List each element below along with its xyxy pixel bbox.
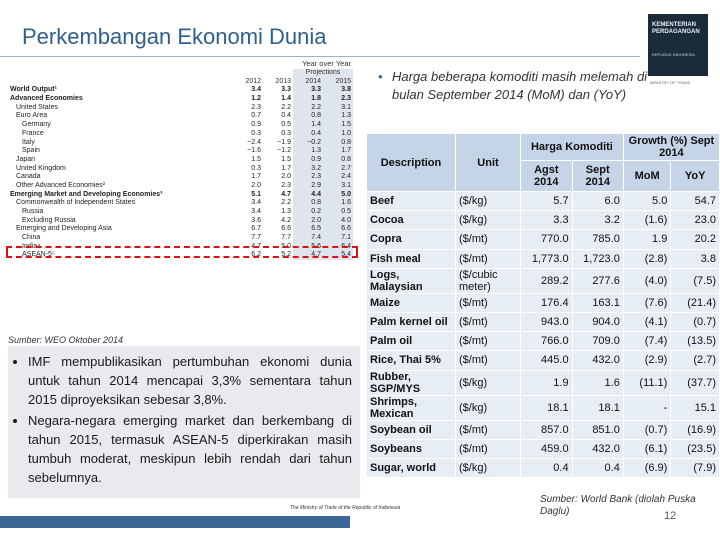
- commodity-row: [367, 351, 720, 370]
- weo-cell: 6.7: [251, 225, 261, 233]
- weo-cell: 2.9: [293, 182, 323, 191]
- weo-cell: 6.5: [293, 225, 323, 234]
- weo-cell: 1.4: [281, 95, 291, 103]
- weo-cell: 4.0: [323, 216, 353, 225]
- weo-cell: −1.2: [277, 147, 291, 155]
- commodity-cell-m: (7.4): [623, 332, 671, 351]
- weo-cell: 3.4: [251, 208, 261, 216]
- commodity-cell-y: (23.5): [671, 439, 720, 458]
- weo-row-label: Germany: [22, 121, 51, 129]
- weo-cell: 2.7: [323, 164, 353, 173]
- weo-row: [8, 103, 353, 112]
- commodity-row: [367, 395, 720, 420]
- commodity-cell-y: (13.5): [671, 332, 720, 351]
- weo-row-label: Other Advanced Economies²: [16, 181, 106, 189]
- commodity-cell-s: 432.0: [572, 439, 623, 458]
- weo-cell: 2.4: [323, 173, 353, 182]
- weo-row: [8, 173, 353, 182]
- commodity-cell-s: 1,723.0: [572, 249, 623, 268]
- commodity-cell-d: Soybeans: [367, 439, 456, 458]
- weo-row-label: Russia: [22, 208, 44, 216]
- weo-row-label: Emerging Market and Developing Economies³: [10, 190, 163, 198]
- weo-cell: 1.6: [323, 199, 353, 208]
- weo-cell: 0.3: [281, 129, 291, 137]
- weo-cell: 7.7: [251, 234, 261, 242]
- weo-cell: 3.3: [281, 86, 291, 94]
- commodity-cell-u: ($/kg): [456, 211, 521, 230]
- weo-header-yoy: Year over Year: [302, 60, 351, 69]
- weo-row-label: Emerging and Developing Asia: [16, 225, 112, 233]
- weo-cell: 0.3: [251, 129, 261, 137]
- commodity-cell-a: 445.0: [521, 351, 573, 370]
- weo-header-projections: Projections: [293, 69, 353, 78]
- logo-caption: MINISTRY OF TRADE: [650, 80, 691, 85]
- weo-cell: 4.2: [281, 216, 291, 224]
- commodity-row: [367, 458, 720, 477]
- weo-table-panel: [8, 60, 353, 330]
- commodity-cell-d: Palm oil: [367, 332, 456, 351]
- commodity-cell-s: 1.6: [572, 370, 623, 395]
- weo-cell: 0.5: [323, 208, 353, 217]
- commodity-row: [367, 211, 720, 230]
- weo-row-label: Italy: [22, 138, 35, 146]
- weo-cell: 1.3: [293, 147, 323, 156]
- commodity-cell-a: 1.9: [521, 370, 573, 395]
- weo-cell: 0.8: [323, 156, 353, 165]
- commodity-cell-u: ($/kg): [456, 192, 521, 211]
- weo-row: [8, 234, 353, 243]
- commodity-cell-d: Palm kernel oil: [367, 312, 456, 331]
- commodity-cell-m: 5.0: [623, 192, 671, 211]
- commodity-cell-d: Fish meal: [367, 249, 456, 268]
- bullet-box: [8, 346, 360, 498]
- commodity-cell-y: (0.7): [671, 312, 720, 331]
- weo-cell: 0.4: [281, 112, 291, 120]
- weo-row: [8, 216, 353, 225]
- weo-cell: 0.8: [293, 199, 323, 208]
- col-yoy: YoY: [671, 161, 720, 192]
- commodity-row: [367, 230, 720, 249]
- commodity-table: [366, 133, 720, 478]
- weo-row: [8, 86, 353, 95]
- weo-cell: 0.8: [293, 112, 323, 121]
- ministry-footer: The Ministry of Trade of the Republic of Indonesia: [290, 505, 401, 511]
- weo-cell: 2.0: [293, 216, 323, 225]
- commodity-cell-d: Cocoa: [367, 211, 456, 230]
- weo-row: [8, 164, 353, 173]
- weo-header-spacer: [233, 69, 293, 78]
- weo-cell: 1.7: [251, 173, 261, 181]
- weo-cell: 7.4: [293, 234, 323, 243]
- commodity-cell-d: Shrimps, Mexican: [367, 395, 456, 420]
- commodity-cell-u: ($/cubic meter): [456, 268, 521, 293]
- commodity-cell-m: (11.1): [623, 370, 671, 395]
- weo-cell: 2.3: [323, 95, 353, 104]
- commodity-row: [367, 332, 720, 351]
- commodity-cell-y: 3.8: [671, 249, 720, 268]
- commodity-cell-y: 23.0: [671, 211, 720, 230]
- weo-cell: 1.4: [293, 121, 323, 130]
- commodity-cell-s: 3.2: [572, 211, 623, 230]
- commodity-cell-y: (2.7): [671, 351, 720, 370]
- col-growth: Growth (%) Sept 2014: [623, 134, 719, 161]
- weo-cell: 5.4: [323, 251, 353, 260]
- commodity-cell-a: 176.4: [521, 293, 573, 312]
- weo-row-label: United States: [16, 103, 59, 111]
- commodity-cell-s: 432.0: [572, 351, 623, 370]
- weo-cell: 1.2: [251, 95, 261, 103]
- weo-row: [8, 156, 353, 165]
- commodity-cell-a: 289.2: [521, 268, 573, 293]
- weo-cell: 1.5: [323, 121, 353, 130]
- weo-cell: 0.7: [251, 112, 261, 120]
- commodity-cell-s: 851.0: [572, 420, 623, 439]
- weo-cell: 5.1: [251, 190, 261, 198]
- page-number: 12: [664, 510, 677, 522]
- commodity-cell-u: ($/kg): [456, 395, 521, 420]
- commodity-cell-u: ($/mt): [456, 351, 521, 370]
- logo-line1: KEMENTERIAN: [652, 22, 697, 28]
- weo-cell: 0.4: [293, 130, 323, 139]
- commodity-cell-m: 1.9: [623, 230, 671, 249]
- weo-cell: 1.7: [323, 147, 353, 156]
- weo-cell: 0.5: [281, 121, 291, 129]
- weo-cell: 2.0: [251, 181, 261, 189]
- commodity-cell-y: 54.7: [671, 192, 720, 211]
- weo-cell: 1.3: [281, 208, 291, 216]
- weo-cell: 7.1: [323, 234, 353, 243]
- page-title: Perkembangan Ekonomi Dunia: [22, 24, 327, 49]
- weo-cell: 2.3: [293, 173, 323, 182]
- weo-cell: 5.0: [323, 190, 353, 199]
- commodity-cell-s: 709.0: [572, 332, 623, 351]
- weo-table: [8, 60, 353, 260]
- weo-cell: 0.8: [323, 138, 353, 147]
- weo-cell: 3.3: [293, 86, 323, 95]
- weo-cell: −1.9: [277, 138, 291, 146]
- weo-row: [8, 208, 353, 217]
- col-description: Description: [367, 134, 456, 192]
- logo-line3: REPUBLIK INDONESIA: [652, 52, 695, 57]
- commodity-row: [367, 268, 720, 293]
- weo-cell: 6.6: [323, 225, 353, 234]
- commodity-cell-y: (7.5): [671, 268, 720, 293]
- commodity-cell-u: ($/mt): [456, 249, 521, 268]
- weo-cell: 1.5: [281, 155, 291, 163]
- weo-col-year: 2015: [323, 77, 353, 86]
- col-mom: MoM: [623, 161, 671, 192]
- weo-cell: 0.3: [251, 164, 261, 172]
- weo-row: [8, 147, 353, 156]
- weo-cell: 1.3: [323, 112, 353, 121]
- commodity-cell-u: ($/kg): [456, 458, 521, 477]
- weo-row-label: Excluding Russia: [22, 216, 76, 224]
- weo-col-year: 2012: [245, 77, 261, 85]
- weo-cell: 6.6: [281, 225, 291, 233]
- commodity-cell-u: ($/kg): [456, 370, 521, 395]
- weo-row-label: Japan: [16, 155, 36, 163]
- weo-cell: 6.2: [251, 251, 261, 259]
- weo-cell: 3.1: [323, 103, 353, 112]
- commodity-cell-a: 857.0: [521, 420, 573, 439]
- commodity-cell-u: ($/mt): [456, 293, 521, 312]
- weo-row-label: Advanced Economies: [10, 95, 83, 103]
- commodity-cell-d: Logs, Malaysian: [367, 268, 456, 293]
- weo-cell: 1.8: [293, 95, 323, 104]
- commodity-row: [367, 293, 720, 312]
- commodity-cell-s: 163.1: [572, 293, 623, 312]
- commodity-note-text: Harga beberapa komoditi masih melemah di bulan September 2014 (MoM) dan (YoY): [392, 69, 648, 102]
- commodity-cell-m: (2.8): [623, 249, 671, 268]
- weo-col-year: 2013: [275, 77, 291, 85]
- weo-cell: 1.7: [281, 164, 291, 172]
- weo-cell: 2.3: [251, 103, 261, 111]
- col-agst: Agst 2014: [521, 161, 573, 192]
- commodity-cell-u: ($/mt): [456, 312, 521, 331]
- weo-cell: 2.3: [281, 181, 291, 189]
- commodity-note: [378, 68, 652, 104]
- col-sept: Sept 2014: [572, 161, 623, 192]
- weo-header-spacer: [8, 77, 233, 86]
- commodity-cell-s: 6.0: [572, 192, 623, 211]
- weo-cell: 2.2: [293, 103, 323, 112]
- weo-cell: 7.7: [281, 234, 291, 242]
- commodity-cell-d: Soybean oil: [367, 420, 456, 439]
- commodity-cell-a: 1,773.0: [521, 249, 573, 268]
- commodity-cell-m: (1.6): [623, 211, 671, 230]
- commodity-cell-m: (4.0): [623, 268, 671, 293]
- commodity-cell-m: (6.9): [623, 458, 671, 477]
- commodity-cell-d: Rice, Thai 5%: [367, 351, 456, 370]
- weo-cell: 3.6: [251, 216, 261, 224]
- weo-row-label: United Kingdom: [16, 164, 66, 172]
- logo-line2: PERDAGANGAN: [652, 29, 700, 35]
- weo-row-label: Spain: [22, 147, 40, 155]
- commodity-cell-d: Copra: [367, 230, 456, 249]
- commodity-cell-m: (2.9): [623, 351, 671, 370]
- commodity-cell-y: 15.1: [671, 395, 720, 420]
- commodity-cell-m: (4.1): [623, 312, 671, 331]
- commodity-cell-u: ($/mt): [456, 230, 521, 249]
- commodity-cell-s: 785.0: [572, 230, 623, 249]
- weo-cell: −0.2: [293, 138, 323, 147]
- weo-cell: 0.9: [251, 121, 261, 129]
- title-divider: [0, 56, 640, 57]
- commodity-row: [367, 249, 720, 268]
- weo-cell: 3.2: [293, 164, 323, 173]
- weo-row: [8, 95, 353, 104]
- weo-row-label: Canada: [16, 173, 41, 181]
- col-unit: Unit: [456, 134, 521, 192]
- ministry-logo: [648, 14, 708, 76]
- commodity-cell-a: 770.0: [521, 230, 573, 249]
- weo-row: [8, 199, 353, 208]
- commodity-row: [367, 312, 720, 331]
- weo-cell: 2.2: [281, 103, 291, 111]
- weo-cell: 4.7: [293, 251, 323, 260]
- commodity-cell-y: (21.4): [671, 293, 720, 312]
- weo-header-row: [8, 69, 353, 78]
- weo-cell: 4.4: [293, 190, 323, 199]
- commodity-cell-a: 0.4: [521, 458, 573, 477]
- weo-row-label: Commonwealth of Independent States: [16, 199, 136, 207]
- commodity-row: [367, 420, 720, 439]
- commodity-cell-s: 18.1: [572, 395, 623, 420]
- weo-row: [8, 190, 353, 199]
- commodity-cell-d: Rubber, SGP/MYS: [367, 370, 456, 395]
- weo-row-label: World Output¹: [10, 86, 57, 94]
- commodity-row: [367, 192, 720, 211]
- weo-cell: 5.2: [281, 251, 291, 259]
- commodity-cell-u: ($/mt): [456, 332, 521, 351]
- weo-cell: 4.7: [251, 242, 261, 250]
- weo-cell: −2.4: [247, 138, 261, 146]
- weo-cell: 0.9: [293, 156, 323, 165]
- commodity-cell-u: ($/mt): [456, 439, 521, 458]
- weo-cell: 1.0: [323, 130, 353, 139]
- worldbank-source: Sumber: World Bank (diolah Puska Daglu): [540, 494, 696, 517]
- commodity-cell-m: (0.7): [623, 420, 671, 439]
- weo-header-row: [8, 60, 353, 69]
- weo-source: Sumber: WEO Oktober 2014: [8, 335, 124, 345]
- commodity-cell-s: 0.4: [572, 458, 623, 477]
- emerging-market-highlight: [6, 246, 358, 258]
- weo-row-label: China: [22, 234, 41, 242]
- commodity-table-panel: [366, 133, 720, 495]
- weo-row: [8, 112, 353, 121]
- weo-header-years: [8, 77, 353, 86]
- commodity-row: [367, 370, 720, 395]
- commodity-cell-m: (6.1): [623, 439, 671, 458]
- weo-row: [8, 182, 353, 191]
- commodity-cell-y: (7.9): [671, 458, 720, 477]
- bullet-emerging: • Negara-negara emerging market dan berkembang di tahun 2015, termasuk ASEAN-5 diperkirakan masih tumbuh moderat, meskipun lebih rendah dari tahun sebelumnya.: [28, 411, 352, 487]
- weo-cell: 2.0: [281, 173, 291, 181]
- bullet-dot-icon: •: [378, 69, 383, 84]
- commodity-cell-a: 766.0: [521, 332, 573, 351]
- weo-cell: −1.6: [247, 147, 261, 155]
- weo-cell: 6.4: [323, 242, 353, 251]
- weo-cell: 5.6: [293, 242, 323, 251]
- weo-row-label: India⁴: [22, 242, 41, 250]
- weo-row-label: France: [22, 129, 44, 137]
- weo-cell: 5.0: [281, 242, 291, 250]
- weo-cell: 3.4: [251, 199, 261, 207]
- commodity-row: [367, 439, 720, 458]
- commodity-cell-u: ($/mt): [456, 420, 521, 439]
- col-harga: Harga Komoditi: [521, 134, 624, 161]
- weo-row: [8, 225, 353, 234]
- commodity-cell-y: (37.7): [671, 370, 720, 395]
- weo-cell: 3.1: [323, 182, 353, 191]
- commodity-cell-s: 277.6: [572, 268, 623, 293]
- weo-row-label: Euro Area: [16, 112, 48, 120]
- weo-row: [8, 130, 353, 139]
- commodity-cell-a: 5.7: [521, 192, 573, 211]
- bullet-imf: • IMF mempublikasikan pertumbuhan ekonomi dunia untuk tahun 2014 mencapai 3,3% sementara tahun 2015 diproyeksikan sebesar 3,8%.: [28, 352, 352, 409]
- commodity-cell-d: Beef: [367, 192, 456, 211]
- weo-cell: 0.2: [293, 208, 323, 217]
- commodity-cell-d: Sugar, world: [367, 458, 456, 477]
- weo-row: [8, 121, 353, 130]
- commodity-cell-d: Maize: [367, 293, 456, 312]
- weo-row: [8, 138, 353, 147]
- commodity-cell-m: -: [623, 395, 671, 420]
- commodity-cell-a: 459.0: [521, 439, 573, 458]
- weo-cell: 3.8: [323, 86, 353, 95]
- commodity-cell-y: 20.2: [671, 230, 720, 249]
- weo-cell: 3.4: [251, 86, 261, 94]
- commodity-cell-a: 943.0: [521, 312, 573, 331]
- weo-cell: 4.7: [281, 190, 291, 198]
- commodity-cell-s: 904.0: [572, 312, 623, 331]
- commodity-cell-y: (16.9): [671, 420, 720, 439]
- weo-header-spacer: [8, 69, 233, 78]
- commodity-cell-m: (7.6): [623, 293, 671, 312]
- weo-cell: 1.5: [251, 155, 261, 163]
- weo-row-label: ASEAN-5⁵: [22, 251, 55, 259]
- weo-cell: 2.2: [281, 199, 291, 207]
- commodity-cell-a: 18.1: [521, 395, 573, 420]
- footer-band: [0, 516, 350, 528]
- commodity-cell-a: 3.3: [521, 211, 573, 230]
- weo-col-year: 2014: [293, 77, 323, 86]
